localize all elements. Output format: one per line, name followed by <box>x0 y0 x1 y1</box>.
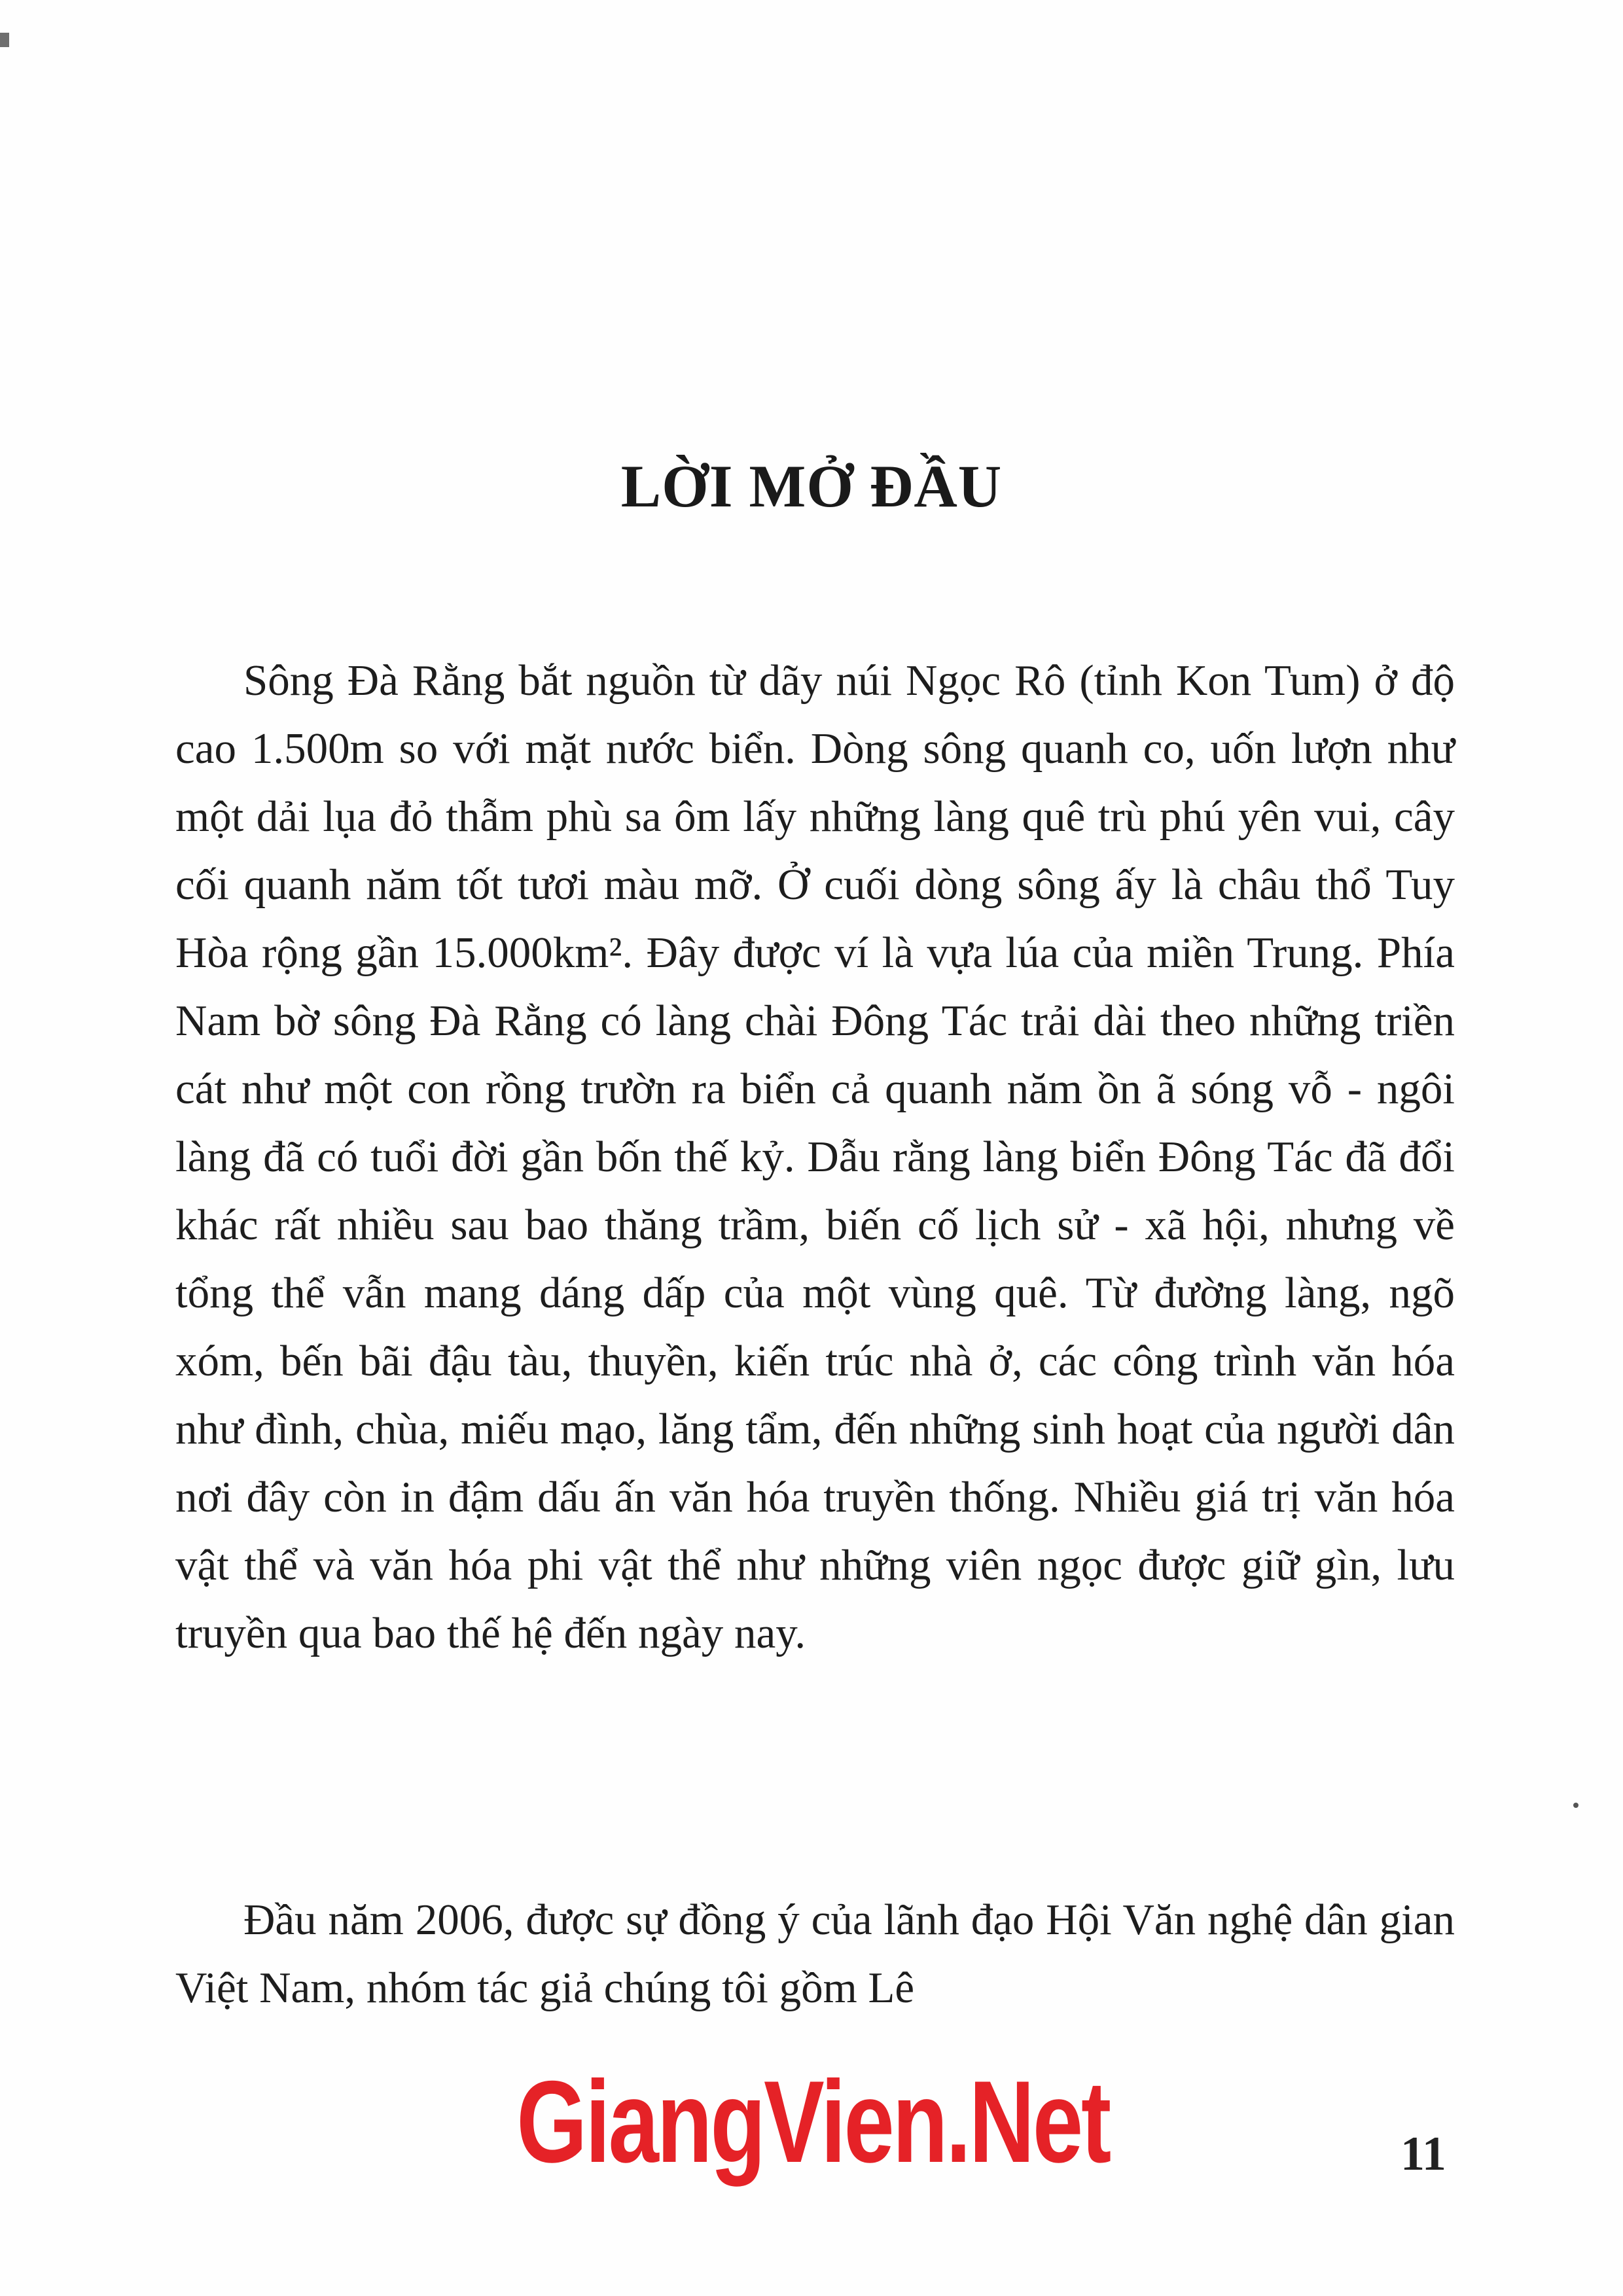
paragraph-1: Sông Đà Rằng bắt nguồn từ dãy núi Ngọc Rô (tỉnh Kon Tum) ở độ cao 1.500m so với mặt nước biển. Dòng sông quanh co, uốn lượn như một dải lụa đỏ thẫm phù sa ôm lấy những làng quê trù phú yên vui, cây cối quanh năm tốt tươi màu mỡ. Ở cuối dòng sông ấy là châu thổ Tuy Hòa rộng gần 15.000km². Đây được ví là vựa lúa của miền Trung. Phía Nam bờ sông Đà Rằng có làng chài Đông Tác trải dài theo những triền cát như một con rồng trườn ra biển cả quanh năm ồn ã sóng vỗ - ngôi làng đã có tuổi đời gần bốn thế kỷ. Dẫu rằng làng biển Đông Tác đã đổi khác rất nhiều sau bao thăng trầm, biến cố lịch sử - xã hội, nhưng về tổng thể vẫn mang dáng dấp của một vùng quê. Từ đường làng, ngõ xóm, bến bãi đậu tàu, thuyền, kiến trúc nhà ở, các công trình văn hóa như đình, chùa, miếu mạo, lăng tẩm, đến những sinh hoạt của người dân nơi đây còn in đậm dấu ấn văn hóa truyền thống. Nhiều giá trị văn hóa vật thể và văn hóa phi vật thể như những viên ngọc được giữ gìn, lưu truyền qua bao thế hệ đến ngày nay. <box>175 656 1455 1657</box>
scan-edge-mark <box>0 33 9 47</box>
scan-speck <box>1573 1803 1578 1808</box>
paragraph-2: Đầu năm 2006, được sự đồng ý của lãnh đạo Hội Văn nghệ dân gian Việt Nam, nhóm tác giả chúng tôi gồm Lê <box>175 1896 1455 2012</box>
page-number: 11 <box>1400 2127 1446 2181</box>
watermark-text: GiangVien.Net <box>516 2057 1110 2187</box>
page-title: LỜI MỞ ĐẦU <box>620 453 1003 520</box>
